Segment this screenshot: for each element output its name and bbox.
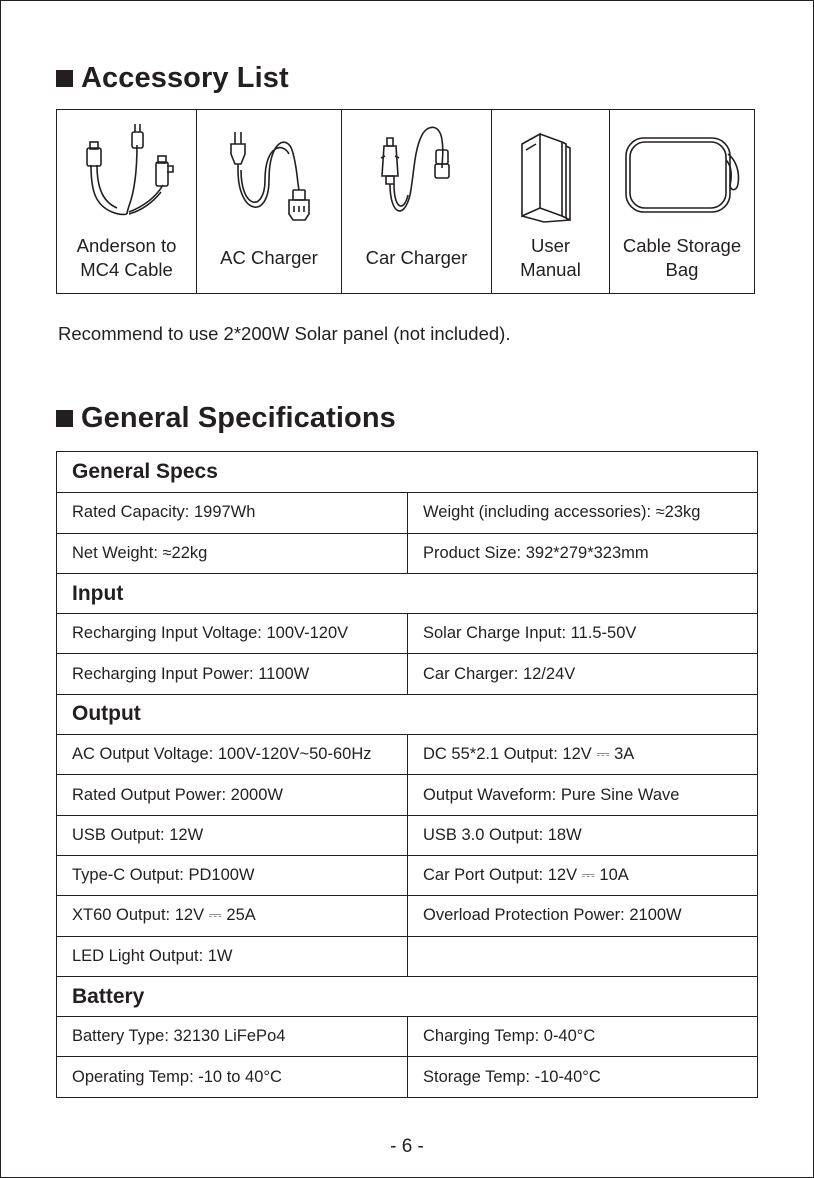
spec-cell: USB Output: 12W xyxy=(57,816,408,855)
spec-cell: Charging Temp: 0-40°C xyxy=(423,1027,596,1046)
spec-row xyxy=(57,855,757,895)
spec-cell: Operating Temp: -10 to 40°C xyxy=(57,1057,408,1096)
spec-cell: Recharging Input Power: 1100W xyxy=(57,654,408,693)
spec-cell: Output Waveform: Pure Sine Wave xyxy=(423,785,680,804)
accessory-cell xyxy=(610,110,754,293)
accessory-label: Anderson to MC4 Cable xyxy=(76,235,177,280)
spec-row xyxy=(57,936,757,976)
square-bullet-icon xyxy=(56,410,73,427)
spec-cell: LED Light Output: 1W xyxy=(57,937,408,976)
accessory-list-title-text: Accessory List xyxy=(81,62,289,94)
accessory-label: User Manual xyxy=(520,235,581,280)
spec-cell: Weight (including accessories): ≈23kg xyxy=(423,503,701,522)
spec-cell: Rated Output Power: 2000W xyxy=(57,775,408,814)
accessory-cell xyxy=(342,110,492,293)
spec-row xyxy=(57,895,757,935)
spec-cell: XT60 Output: 12V ⎓ 25A xyxy=(57,896,408,935)
spec-cell: Battery Type: 32130 LiFePo4 xyxy=(57,1017,408,1056)
spec-row xyxy=(57,734,757,774)
spec-row xyxy=(57,653,757,693)
accessory-label: Cable Storage Bag xyxy=(622,235,742,280)
anderson-mc4-cable-icon xyxy=(57,110,197,230)
spec-cell: Recharging Input Voltage: 100V-120V xyxy=(57,614,408,653)
general-specifications-title xyxy=(56,402,396,435)
square-bullet-icon xyxy=(56,70,73,87)
accessory-label: Car Charger xyxy=(365,247,468,268)
car-charger-icon xyxy=(342,110,492,230)
spec-cell: DC 55*2.1 Output: 12V ⎓ 3A xyxy=(423,745,635,764)
spec-group-heading: Input xyxy=(57,573,757,613)
spec-cell: Product Size: 392*279*323mm xyxy=(423,543,649,562)
page-number: - 6 - xyxy=(390,1136,424,1157)
spec-cell: Type-C Output: PD100W xyxy=(57,856,408,895)
spec-cell xyxy=(408,937,757,976)
spec-row xyxy=(57,533,757,573)
accessory-label: AC Charger xyxy=(220,247,318,268)
spec-table xyxy=(56,451,758,1098)
ac-charger-icon xyxy=(197,110,342,230)
accessory-cell xyxy=(492,110,610,293)
accessory-list-title xyxy=(56,62,289,95)
spec-cell: Car Charger: 12/24V xyxy=(423,664,576,683)
spec-cell: Rated Capacity: 1997Wh xyxy=(57,493,408,532)
user-manual-icon xyxy=(492,110,610,230)
storage-bag-icon xyxy=(610,110,755,230)
spec-row xyxy=(57,815,757,855)
spec-cell: Net Weight: ≈22kg xyxy=(57,534,408,573)
spec-row xyxy=(57,1056,757,1096)
accessory-table xyxy=(56,109,755,294)
spec-group-heading: General Specs xyxy=(72,460,218,484)
spec-cell: USB 3.0 Output: 18W xyxy=(423,825,582,844)
spec-cell: AC Output Voltage: 100V-120V~50-60Hz xyxy=(57,735,408,774)
spec-row xyxy=(57,492,757,532)
spec-cell: Overload Protection Power: 2100W xyxy=(423,906,682,925)
general-specifications-title-text: General Specifications xyxy=(81,402,396,434)
spec-row xyxy=(57,1016,757,1056)
spec-group-heading: Output xyxy=(57,694,757,734)
spec-cell: Solar Charge Input: 11.5-50V xyxy=(423,624,637,643)
spec-cell: Storage Temp: -10-40°C xyxy=(423,1067,601,1086)
spec-group-heading: Battery xyxy=(57,976,757,1016)
spec-row xyxy=(57,774,757,814)
accessory-cell xyxy=(57,110,197,293)
solar-panel-note: Recommend to use 2*200W Solar panel (not included). xyxy=(58,323,511,344)
spec-cell: Car Port Output: 12V ⎓ 10A xyxy=(423,866,629,885)
spec-row xyxy=(57,613,757,653)
accessory-cell xyxy=(197,110,342,293)
